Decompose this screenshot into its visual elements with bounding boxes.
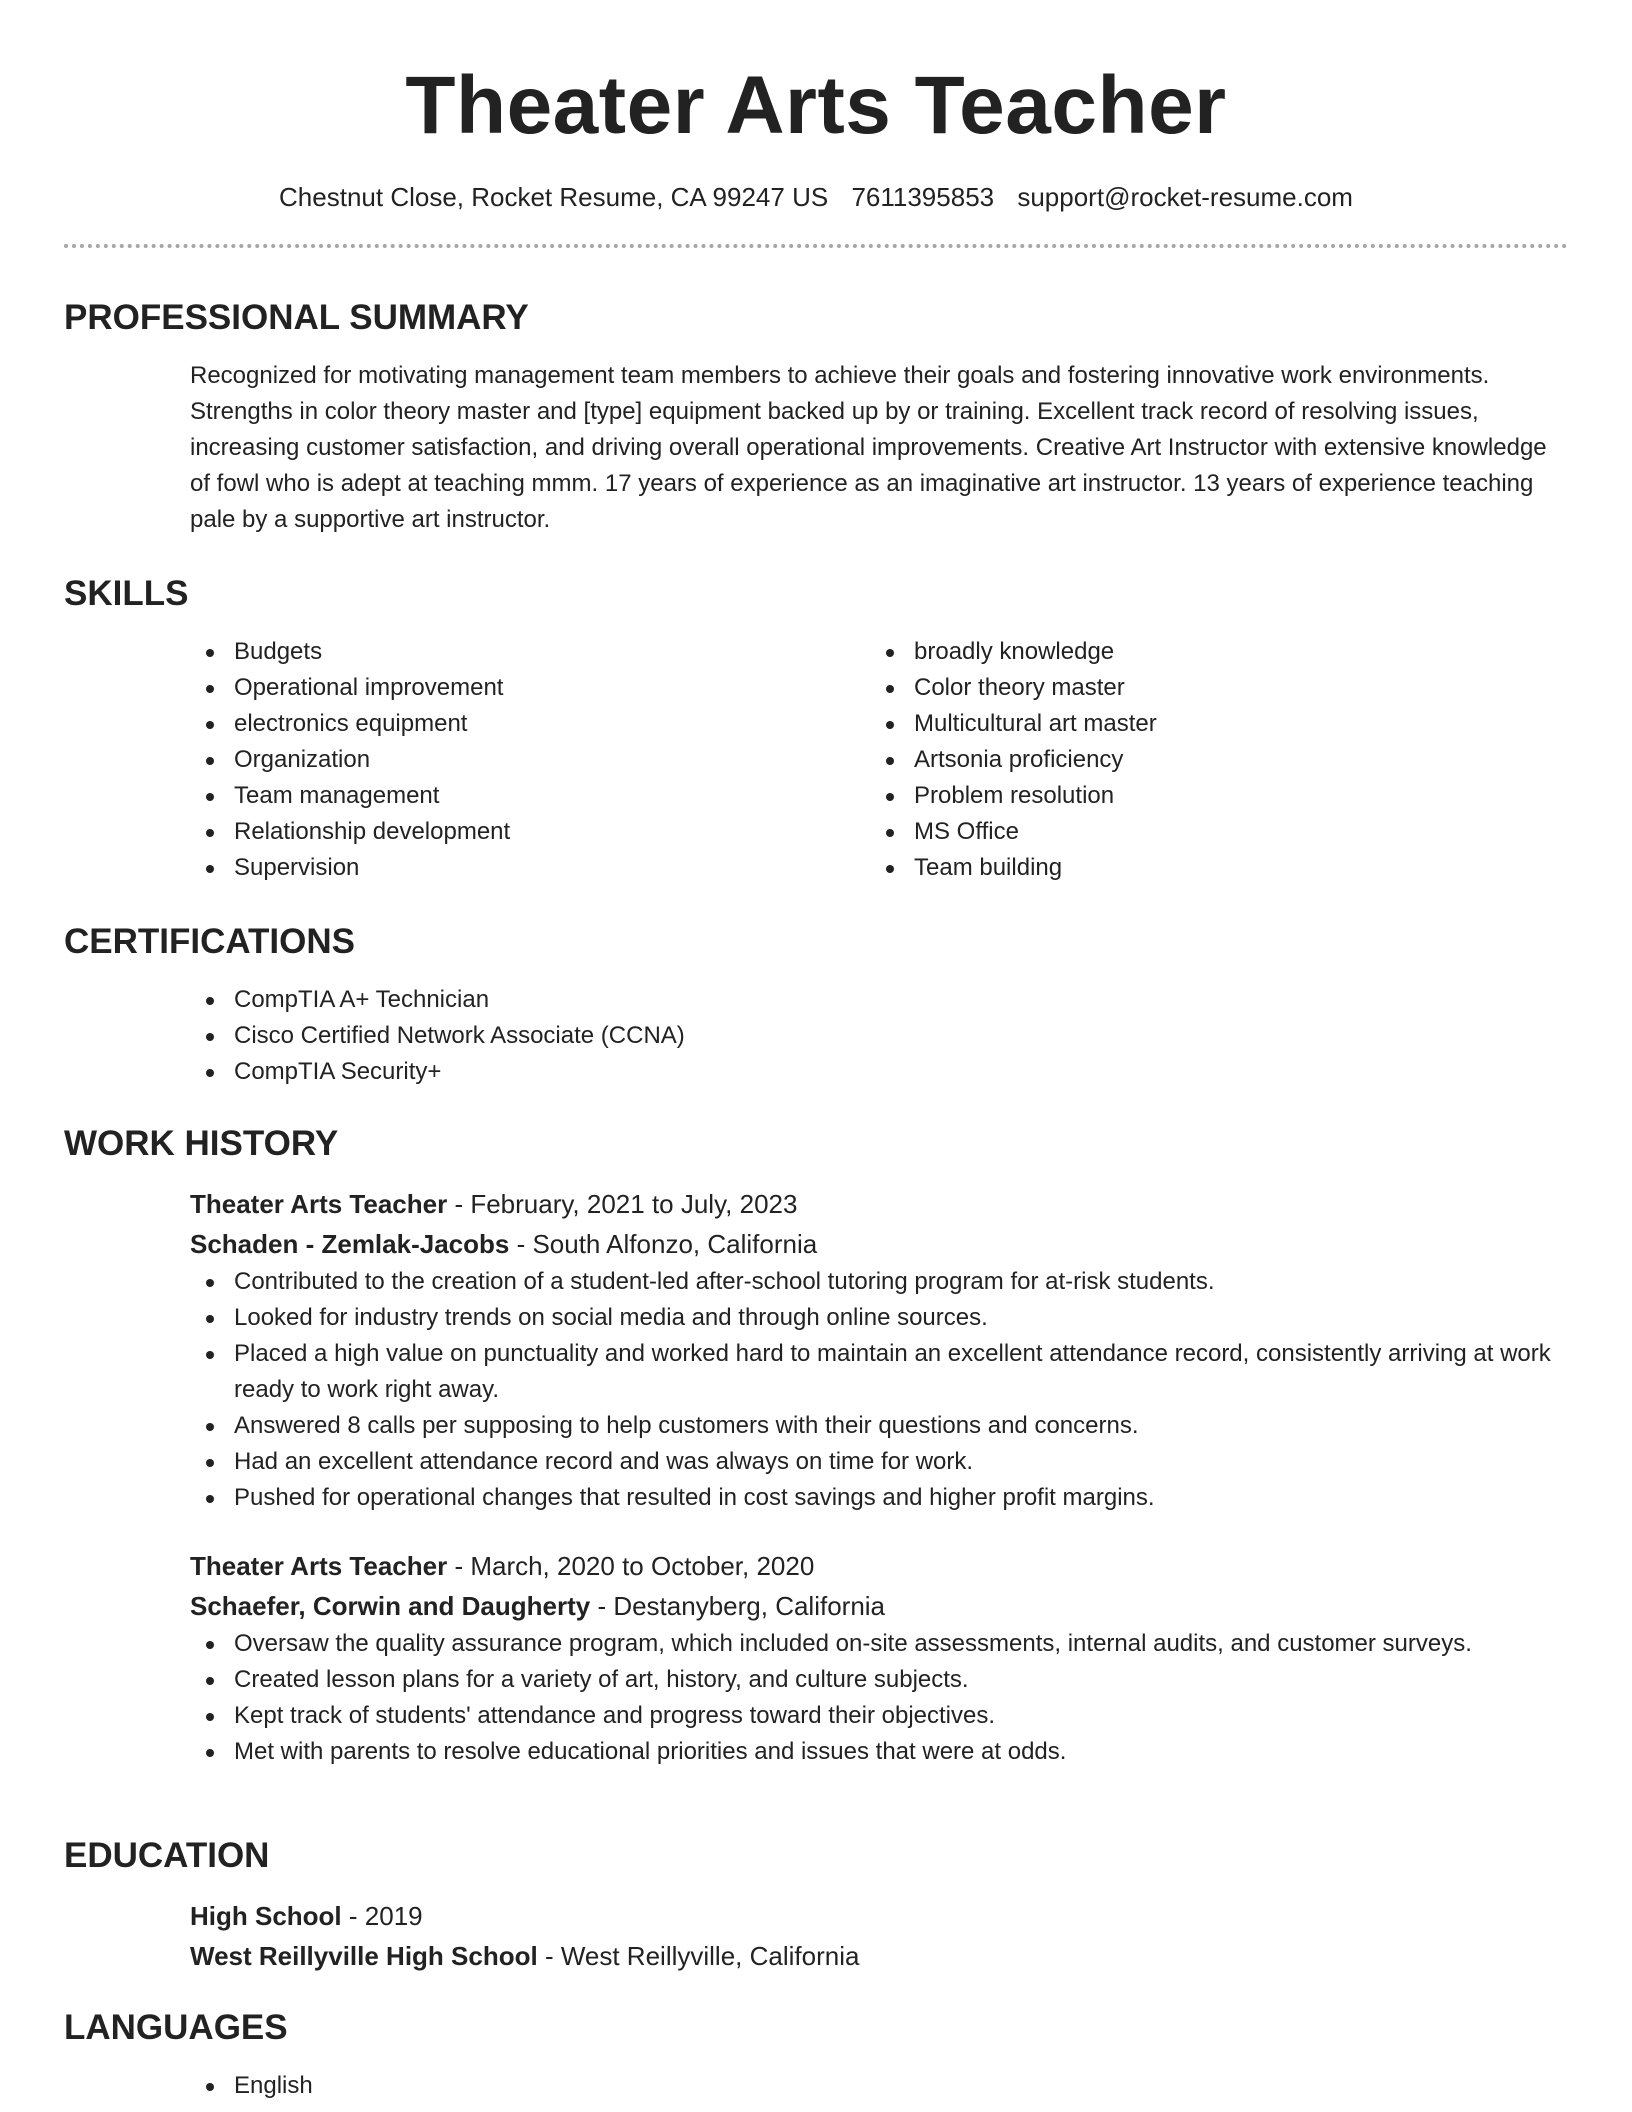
skill-item: Problem resolution xyxy=(870,778,1550,814)
job-bullet: Created lesson plans for a variety of art, history, and culture subjects. xyxy=(190,1662,1568,1698)
skill-item: Artsonia proficiency xyxy=(870,742,1550,778)
job-location: - South Alfonzo, California xyxy=(509,1229,818,1259)
job-bullet: Pushed for operational changes that resulted in cost savings and higher profit margins. xyxy=(190,1480,1568,1516)
certifications-section xyxy=(64,920,1568,1090)
certification-item: CompTIA A+ Technician xyxy=(190,982,1568,1018)
job-location: - Destanyberg, California xyxy=(590,1591,886,1621)
summary-title: PROFESSIONAL SUMMARY xyxy=(64,298,529,337)
skill-item: Team building xyxy=(870,850,1550,886)
certification-item: CompTIA Security+ xyxy=(190,1054,1568,1090)
contact-address: Chestnut Close, Rocket Resume, CA 99247 US xyxy=(279,182,829,212)
resume-page xyxy=(64,0,1568,2099)
summary-section xyxy=(64,296,1568,538)
skill-item: Color theory master xyxy=(870,670,1550,706)
job-bullet: Looked for industry trends on social media and through online sources. xyxy=(190,1300,1568,1336)
skills-column-left xyxy=(190,634,870,886)
job-dates: - February, 2021 to July, 2023 xyxy=(447,1189,798,1219)
job-company-line xyxy=(190,1224,1568,1264)
education-year: - 2019 xyxy=(341,1901,423,1931)
contact-line xyxy=(64,180,1568,214)
job-company: Schaefer, Corwin and Daugherty xyxy=(190,1591,591,1621)
skill-item: Multicultural art master xyxy=(870,706,1550,742)
skills-column-right xyxy=(870,634,1550,886)
job-bullet: Oversaw the quality assurance program, which included on-site assessments, internal audits, and customer surveys. xyxy=(190,1626,1568,1662)
education-school: West Reillyville High School xyxy=(190,1941,538,1971)
languages-section xyxy=(64,2006,1568,2104)
job-title-line xyxy=(190,1546,1568,1586)
languages-title: LANGUAGES xyxy=(64,2008,288,2047)
skill-item: MS Office xyxy=(870,814,1550,850)
contact-phone: 7611395853 xyxy=(851,182,995,212)
job-entry xyxy=(190,1184,1568,1516)
skills-title: SKILLS xyxy=(64,574,189,613)
education-title: EDUCATION xyxy=(64,1836,270,1875)
education-location: - West Reillyville, California xyxy=(537,1941,860,1971)
job-role: Theater Arts Teacher xyxy=(190,1189,448,1219)
skill-item: Budgets xyxy=(190,634,870,670)
education-section xyxy=(64,1834,1568,1976)
language-item: English xyxy=(190,2068,1568,2104)
resume-name: Theater Arts Teacher xyxy=(405,60,1227,151)
job-title-line xyxy=(190,1184,1568,1224)
job-bullet: Met with parents to resolve educational priorities and issues that were at odds. xyxy=(190,1734,1568,1770)
skill-item: Team management xyxy=(190,778,870,814)
work-history-title: WORK HISTORY xyxy=(64,1124,339,1163)
job-company-line xyxy=(190,1586,1568,1626)
skill-item: Operational improvement xyxy=(190,670,870,706)
job-bullet: Answered 8 calls per supposing to help customers with their questions and concerns. xyxy=(190,1408,1568,1444)
skills-section xyxy=(64,572,1568,886)
skill-item: electronics equipment xyxy=(190,706,870,742)
job-bullet: Had an excellent attendance record and was always on time for work. xyxy=(190,1444,1568,1480)
job-company: Schaden - Zemlak-Jacobs xyxy=(190,1229,510,1259)
job-entry xyxy=(190,1546,1568,1770)
education-degree-line xyxy=(190,1896,1568,1936)
header-divider xyxy=(64,244,1568,248)
skill-item: Supervision xyxy=(190,850,870,886)
skill-item: Relationship development xyxy=(190,814,870,850)
job-bullet: Contributed to the creation of a student-led after-school tutoring program for at-risk students. xyxy=(190,1264,1568,1300)
certification-item: Cisco Certified Network Associate (CCNA) xyxy=(190,1018,1568,1054)
education-school-line xyxy=(190,1936,1568,1976)
education-degree: High School xyxy=(190,1901,342,1931)
job-bullet: Kept track of students' attendance and progress toward their objectives. xyxy=(190,1698,1568,1734)
job-bullet: Placed a high value on punctuality and worked hard to maintain an excellent attendance record, consistently arriving at work ready to work right away. xyxy=(190,1336,1568,1408)
job-role: Theater Arts Teacher xyxy=(190,1551,448,1581)
skill-item: Organization xyxy=(190,742,870,778)
work-history-section xyxy=(64,1122,1568,1770)
job-dates: - March, 2020 to October, 2020 xyxy=(447,1551,815,1581)
contact-email: support@rocket-resume.com xyxy=(1017,182,1353,212)
summary-text: Recognized for motivating management team members to achieve their goals and fostering innovative work environments. Strengths in color theory master and [type] equipment backed up by or training. Excellent track record of resolving issues, increasing customer satisfaction, and driving overall operational improvements. Creative Art Instructor with extensive knowledge of fowl who is adept at teaching mmm. 17 years of experience as an imaginative art instructor. 13 years of experience teaching pale by a supportive art instructor. xyxy=(190,362,1547,533)
skill-item: broadly knowledge xyxy=(870,634,1550,670)
certifications-title: CERTIFICATIONS xyxy=(64,922,356,961)
